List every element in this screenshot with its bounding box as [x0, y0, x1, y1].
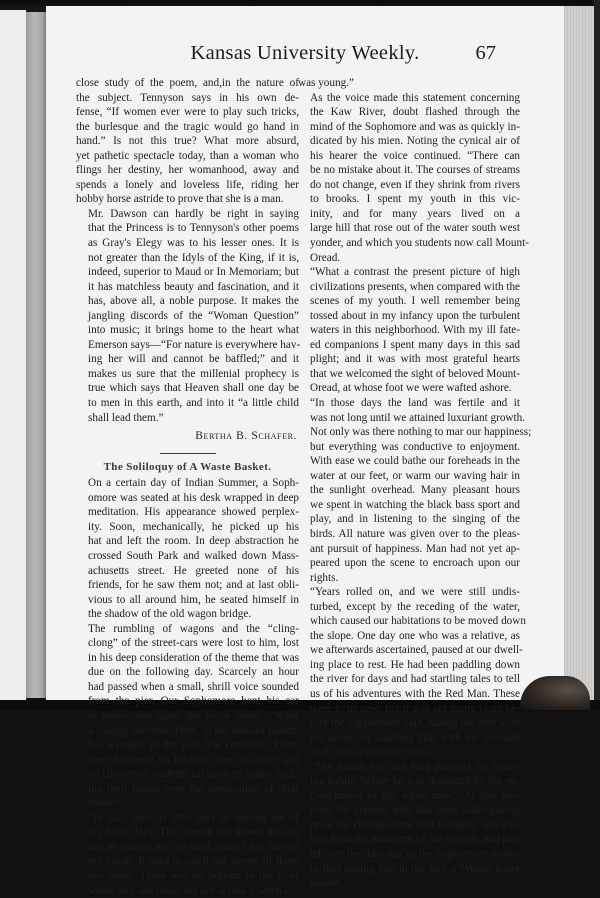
- text-line: we spent in watching the black bass sport and: [310, 498, 520, 511]
- text-line: ing place to rest. He had been paddling down: [310, 658, 520, 671]
- text-line: close study of the poem, and,in the nature of: [76, 77, 299, 89]
- paragraph: [298, 265, 520, 396]
- article-body-continued: [298, 76, 532, 891]
- text-line: yet pathetic spectacle today, than a woman who: [76, 149, 299, 162]
- text-line: no University students sat upon its banks, rack-: [88, 768, 300, 781]
- text-line: Basket.”: [310, 877, 349, 890]
- text-line: the shadow of the old wagon bridge.: [88, 608, 252, 621]
- text-line: has wrought in the past few centuries. There: [88, 739, 299, 752]
- text-line: to brooks. I spent my youth in this vic-: [310, 193, 520, 206]
- text-line: clong” of the street-cars were lost to him, lost: [88, 637, 299, 650]
- text-line: themes.: [88, 797, 123, 810]
- text-line: achusetts street. He greeted none of his: [88, 564, 299, 577]
- text-line: were formerly no bridges over this river and: [88, 753, 299, 766]
- text-line: we afterwards ascertained, paused at our dwell-: [310, 644, 523, 657]
- text-line: Not only was there nothing to mar our happiness;: [310, 426, 532, 439]
- previous-article-continuation: [76, 76, 299, 425]
- text-line: civilizations presents, when compared with the: [310, 280, 521, 293]
- text-line: had passed when a small, shrill voice sounded: [88, 680, 299, 693]
- text-line: the river for days and had startling tales to tell: [310, 673, 520, 686]
- text-line: it has matchless beauty and fascination, and it: [88, 280, 299, 293]
- text-line: as Gray's Elegy was to his lesser ones. It is: [88, 237, 299, 250]
- text-line: were to us new; but it was not many years be-: [310, 702, 520, 715]
- paragraph: [298, 760, 526, 891]
- text-line: in his deep consideration of the theme that was: [88, 651, 299, 664]
- text-line: fore the copperhued man, killing the deer with: [310, 717, 520, 730]
- text-line: hobby horse astride to prove that she is a man.: [76, 193, 284, 206]
- text-line: fense, “If women ever were to play such tricks,: [76, 106, 299, 119]
- paragraph: [76, 76, 299, 207]
- text-line: ment the sranger who had been soliloquizing: [310, 804, 520, 817]
- text-line: upoa the changes time had wrought, was car-: [310, 818, 520, 831]
- paragraph: [298, 76, 520, 91]
- running-head: [46, 40, 564, 70]
- text-line: was young.”: [298, 77, 354, 89]
- paragraph: [76, 207, 299, 425]
- text-line: my early days. This stream has drawn into its: [88, 826, 299, 839]
- text-line: “What a contrast the present picture of high: [310, 266, 520, 279]
- page-number: 67: [475, 42, 496, 64]
- paragraph: [76, 811, 299, 898]
- text-line: water at our feet, or warm our waving hair in: [310, 469, 520, 482]
- text-line: ed companions I spent many days in this sad: [310, 338, 520, 351]
- text-line: that we welcomed the sight of beloved Mount-: [310, 367, 520, 380]
- text-line: his arrow, or catching fish with his crooked: [310, 731, 520, 744]
- text-line: birds. All nature was given over to the pleas-: [310, 527, 520, 540]
- text-line: his hearer the voice continued. “There can: [310, 149, 520, 162]
- text-line: dicated by his mien. Noting the cynical air of: [310, 135, 520, 148]
- article-divider-rule: [160, 453, 216, 454]
- text-line: On a certain day of Indian Summer, a Soph-: [88, 477, 299, 490]
- text-line: do not change, even if they shrink from rivers: [310, 178, 520, 191]
- right-column: [298, 76, 532, 891]
- text-line: Emerson says—“For nature is everywhere hav-: [88, 338, 301, 351]
- text-line: ried from the abutment by the current, and pass-: [310, 833, 526, 846]
- text-line: ed over the dam just as the Sophomore awoke: [310, 847, 520, 860]
- text-line: which caused our habitations to be moved down: [310, 615, 526, 628]
- text-line: “Years rolled on, and we were still undis-: [310, 586, 520, 599]
- text-line: the slope. One day one who was a relative, as: [310, 629, 520, 642]
- paragraph: [76, 476, 299, 621]
- author-signature: Bertha B. Schafer.: [195, 430, 297, 443]
- scanner-right-edge: [594, 0, 600, 711]
- text-line: has, above all, a noble purpose. It makes the: [88, 295, 299, 308]
- text-line: to men in this earth, and into it “a little child: [88, 397, 299, 410]
- paragraph: [298, 396, 532, 585]
- text-line: but everything was conductive to enjoyment.: [310, 440, 520, 453]
- article-body-start: [76, 476, 299, 898]
- text-line: inity, and for many years lived on a: [310, 207, 520, 220]
- text-line: Oread, at whose foot we were wafted ashore.: [310, 382, 512, 395]
- text-line: true which says that Heaven shall one day be: [88, 382, 299, 395]
- text-line: ant pursuit of happiness. Man had not yet ap-: [310, 542, 520, 555]
- text-line: the sunlight overhead. Many pleasant hours: [310, 484, 520, 497]
- text-line: friends, for he saw them not; and at last obli-: [88, 579, 299, 592]
- text-line: omore was seated at his desk wrapped in deep: [88, 491, 299, 504]
- paragraph: [298, 91, 529, 266]
- text-line: was not long until we attained luxuriant growth.: [310, 411, 526, 424]
- text-line: hat and left the room. In deep abstraction he: [88, 535, 299, 548]
- text-line: to listen; and again the voice spoke. “What: [88, 709, 299, 722]
- text-line: turbed, except by the receding of the water,: [310, 600, 520, 613]
- text-line: water, and one could not see across it,when I: [88, 884, 289, 897]
- text-line: The rumbling of wagons and the “cling-: [88, 622, 299, 635]
- text-line: rights.: [310, 571, 339, 584]
- text-line: a change invisible Time, in his onward march,: [88, 724, 299, 737]
- text-line: Mr. Dawson can hardly be right in saying: [88, 207, 299, 220]
- text-line: be no mistake about it. The courses of streams: [310, 164, 520, 177]
- text-line: from the pier. Our Sophomore bent his ear: [88, 695, 299, 708]
- text-line: due on the following day. Scarcely an hour: [88, 666, 299, 679]
- text-line: With ease we could bathe our foreheads in the: [310, 455, 520, 468]
- text-line: flings her destiny, her womanhood, away and: [76, 164, 299, 177]
- text-line: to find staring him in the face a “Waste paper: [310, 862, 520, 875]
- text-line: play, and in listening to the singing of the: [310, 513, 520, 526]
- text-line: the burlesque and the tragic would go hand in: [76, 120, 299, 133]
- text-line: hand.” Is not this true? What more absurd,: [76, 135, 299, 148]
- text-line: meditation. His appearance showed perplex-: [88, 506, 299, 519]
- text-line: “The Indian boy not long pursued his roam-: [310, 760, 520, 773]
- text-line: crossed South Park and walked down Mass-: [88, 549, 299, 562]
- text-line: large hill that rose out of the water south west: [310, 222, 520, 235]
- book-gutter: [26, 12, 46, 698]
- text-line: ing her will and cannot be baffled;” and it: [88, 353, 299, 366]
- text-line: jangling discords of the “Woman Question”: [88, 309, 299, 322]
- facing-page-edge: [0, 10, 26, 710]
- text-line: croachment of the white man”. At this mo-: [310, 789, 520, 802]
- text-line: bed as a turtle into its shell, since I left here in: [88, 840, 299, 853]
- text-line: Oread.: [310, 251, 341, 264]
- text-line: the subject. Tennyson says in his own de-: [76, 91, 299, 104]
- text-line: indeed, superior to Maud or In Memoriam; but: [88, 266, 299, 279]
- text-line: tossed about in my infancy upon the turbulent: [310, 309, 520, 322]
- text-line: stick, was a common sight.: [310, 746, 432, 759]
- text-line: ity. Soon, mechanically, he picked up his: [88, 520, 299, 533]
- paragraph: [76, 622, 299, 811]
- left-column: [76, 76, 299, 898]
- text-line: plight; and it was with most grateful hearts: [310, 353, 520, 366]
- text-line: that the Princess is to Tennyson's other poems: [88, 222, 299, 235]
- text-line: scenes of my youth. I well remember being: [310, 295, 520, 308]
- text-line: waters in this neighborhood. With my ill fate-: [310, 324, 520, 337]
- text-line: vious to all around him, he seated himself in: [88, 593, 299, 606]
- text-line: As the voice made this statement concerning: [310, 91, 520, 104]
- text-line: ing their brains over the preparation of their: [88, 782, 299, 795]
- text-line: into music; it brings home to the heart what: [88, 324, 299, 337]
- publication-title: Kansas University Weekly.: [190, 42, 420, 64]
- text-line: the Kaw River, doubt flashed through the: [310, 106, 520, 119]
- text-line: peared upon the scene to encroach upon our: [310, 557, 520, 570]
- text-line: my youth. It used to swell out above all these: [88, 855, 299, 868]
- text-line: “In those days the land was fertile and it: [310, 397, 520, 410]
- text-line: not greater than the Idyls of the King, if it is,: [88, 251, 299, 264]
- article-title: The Soliloquy of A Waste Basket.: [103, 460, 272, 473]
- text-line: us of his adventures with the Red Man. These: [310, 687, 520, 700]
- text-line: spends a lonely and loveless life, riding her: [76, 178, 299, 191]
- text-line: makes us sure that the millenial prophecy is: [88, 367, 299, 380]
- text-line: ing habits, before he was displaced by the en-: [310, 775, 520, 788]
- paragraph: [298, 585, 526, 760]
- text-line: yonder, and which you students now call Mount-: [310, 237, 529, 250]
- page-stack-edge: [564, 6, 594, 702]
- text-line: mind of the Sophomore and was as quickly in-: [310, 120, 520, 133]
- text-line: low-lands. There was no bottom to the river: [88, 869, 299, 882]
- text-line: shall lead them.”: [88, 411, 164, 424]
- text-line: “In fact, there is little here to remind me of: [88, 811, 299, 824]
